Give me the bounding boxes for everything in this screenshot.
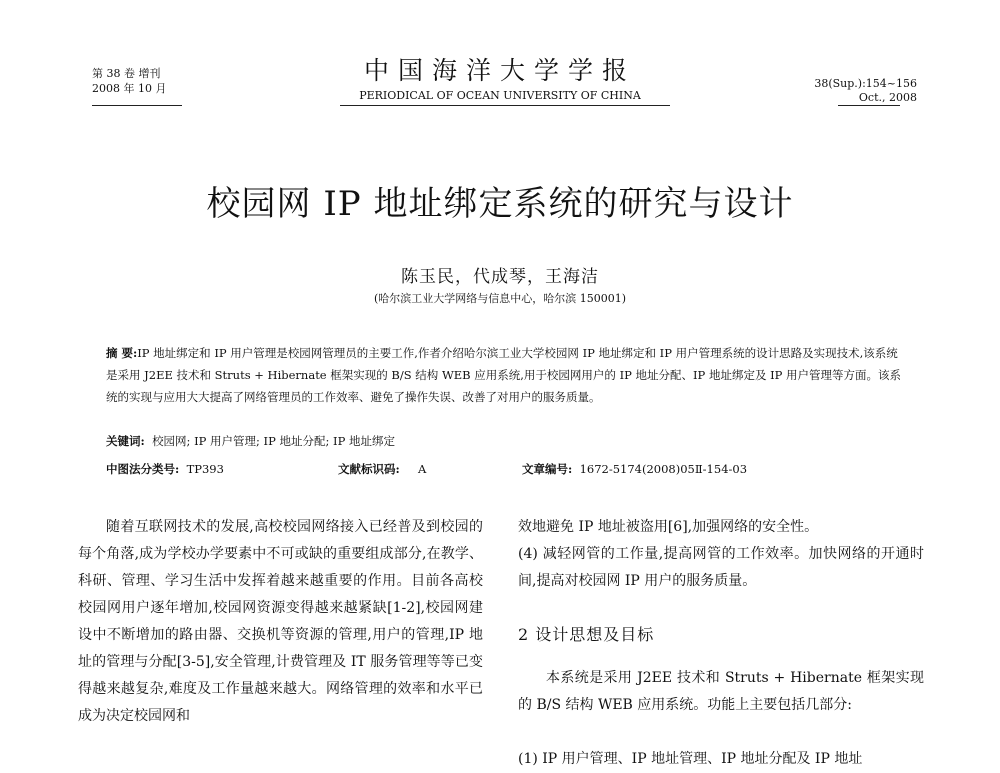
document-code	[338, 461, 426, 477]
journal-header	[300, 56, 700, 103]
page-range: 38(Sup.):154~156	[814, 77, 917, 90]
journal-title-cn: 中国海洋大学学报	[363, 56, 636, 85]
header-volume-info	[92, 66, 166, 96]
body-list-item-4: (4) 减轻网管的工作量,提高网管的工作效率。加快网络的开通时间,提高对校园网 IP 用户的服务质量。	[518, 546, 924, 589]
article-number	[522, 461, 747, 477]
doc-code-label: 文献标识码:	[338, 462, 400, 476]
volume-label: 第 38 卷 增刊	[92, 67, 161, 80]
clc-number	[106, 461, 224, 477]
abstract	[106, 342, 906, 408]
journal-title-en: PERIODICAL OF OCEAN UNIVERSITY OF CHINA	[359, 89, 641, 102]
keywords-label: 关键词:	[106, 434, 145, 448]
header-rule-center	[340, 105, 670, 106]
keywords-text: 校园网; IP 用户管理; IP 地址分配; IP 地址绑定	[152, 434, 395, 448]
article-number-value: 1672-5174(2008)05Ⅱ-154-03	[579, 462, 748, 476]
body-list-item-1: (1) IP 用户管理、IP 地址管理、IP 地址分配及 IP 地址	[518, 751, 863, 767]
section-heading: 2 设计思想及目标	[518, 625, 655, 644]
body-left-paragraph: 随着互联网技术的发展,高校校园网络接入已经普及到校园的每个角落,成为学校办学要素中不可或缺的重要组成部分,在教学、科研、管理、学习生活中发挥着越来越重要的作用。目前各高校校园网用户逐年增加,校园网资源变得越来越紧缺[1-2],校园网建设中不断增加的路由器、交换机等资源的管理,用户的管理,IP 地址的管理与分配[3-5],安全管理,计费管理及 IT 服务管理等等已变得越来越复杂,难度及工作量越来越大。网络管理的效率和水平已成为决定校园网和	[78, 519, 483, 724]
clc-value: TP393	[186, 462, 224, 476]
keywords	[106, 433, 395, 449]
issue-date: 2008 年 10 月	[92, 82, 167, 95]
issue-date-en: Oct., 2008	[858, 91, 917, 104]
author-list: 陈玉民，代成琴，王海洁	[401, 267, 599, 287]
body-right-column	[518, 514, 924, 595]
author-affiliation: (哈尔滨工业大学网络与信息中心，哈尔滨 150001)	[373, 292, 627, 305]
paper-title: 校园网 IP 地址绑定系统的研究与设计	[206, 184, 794, 224]
header-page-info	[795, 77, 917, 105]
header-rule-right	[838, 105, 900, 106]
clc-label: 中图法分类号:	[106, 462, 180, 476]
abstract-text: IP 地址绑定和 IP 用户管理是校园网管理员的主要工作,作者介绍哈尔滨工业大学校园网 IP 地址绑定和 IP 用户管理系统的设计思路及实现技术,该系统是采用 J2EE 技术和 Struts + Hibernate 框架实现的 B/S 结构 WEB 应用系统,用于校园网用户的 IP 地址分配、IP 地址绑定及 IP 用户管理等方面。该系统的实现与应用大大提高了网络管理员的工作效率、避免了操作失误、改善了对用户的服务质量。	[106, 346, 902, 404]
doc-code-value: A	[418, 462, 427, 476]
body-right-paragraph: 本系统是采用 J2EE 技术和 Struts + Hibernate 框架实现的 B/S 结构 WEB 应用系统。功能上主要包括几部分:	[518, 670, 924, 713]
abstract-label: 摘 要:	[106, 346, 138, 360]
header-rule-left	[92, 105, 182, 106]
body-right-line: 效地避免 IP 地址被盗用[6],加强网络的安全性。	[518, 519, 819, 535]
article-number-label: 文章编号:	[522, 462, 573, 476]
